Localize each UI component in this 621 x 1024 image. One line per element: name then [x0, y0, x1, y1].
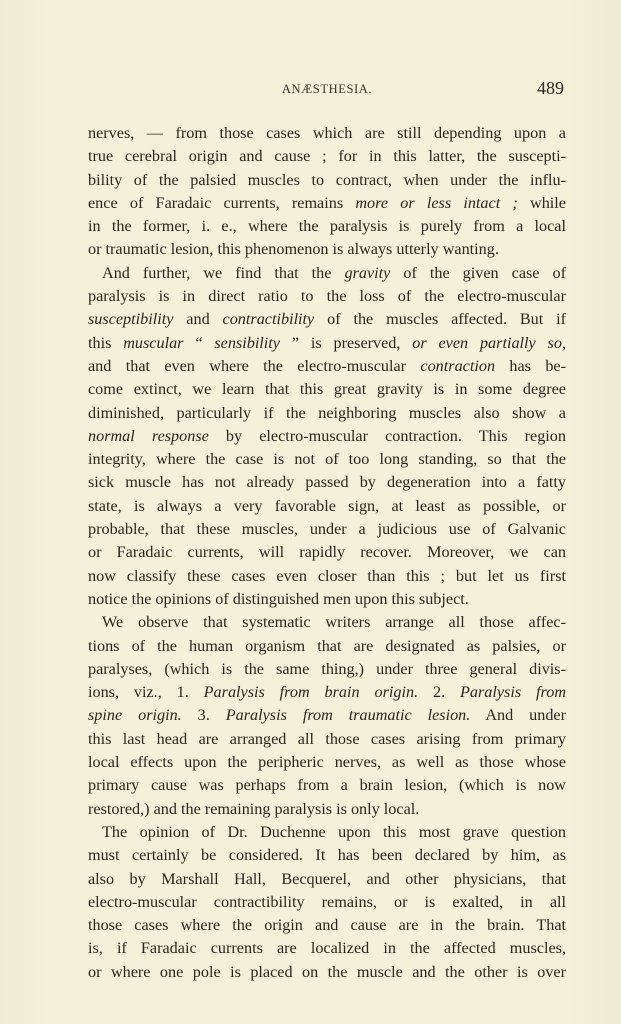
text-line	[88, 658, 566, 681]
text-line	[88, 751, 566, 774]
text-run: this	[88, 333, 124, 352]
body-text	[88, 122, 566, 984]
text-run: this last head are arranged all those cases arising from primary	[88, 729, 566, 748]
text-line	[88, 518, 566, 541]
text-run: and that even where the electro-muscular	[88, 356, 421, 375]
text-line	[88, 635, 566, 658]
text-run: ions, viz., 1.	[88, 683, 204, 702]
text-run: or traumatic lesion, this phenomenon is always utterly wanting.	[88, 240, 499, 259]
text-run: local effects upon the peripheric nerves, as well as those whose	[88, 753, 566, 772]
text-run: ” is preserved,	[280, 333, 413, 352]
text-run: state, is always a very favorable sign, at least as possible, or	[88, 496, 566, 515]
text-run: And under	[470, 706, 566, 725]
text-line	[88, 355, 566, 378]
text-run: and	[173, 310, 223, 329]
italic-phrase: more or less intact ;	[355, 193, 518, 212]
italic-phrase: gravity	[344, 263, 391, 282]
text-run: We observe that systematic writers arrange all those affec-	[102, 613, 566, 632]
text-line	[88, 565, 566, 588]
text-run: restored,) and the remaining paralysis is only local.	[88, 799, 420, 818]
text-line	[88, 798, 566, 821]
text-run: 3.	[181, 706, 226, 725]
text-run: nerves, — from those cases which are still depending upon a	[88, 124, 566, 142]
text-run: paralyses, (which is the same thing,) under three general divis-	[88, 659, 566, 678]
text-run: sick muscle has not already passed by degeneration into a fatty	[88, 473, 566, 492]
text-run: integrity, where the case is not of too long standing, so that the	[88, 450, 566, 469]
text-line	[88, 192, 566, 215]
text-run: now classify these cases even closer than this ; but let us first	[88, 566, 566, 585]
text-run: probable, that these muscles, under a judicious use of Galvanic	[88, 520, 566, 539]
text-line	[88, 215, 566, 238]
italic-phrase: contraction	[420, 356, 496, 375]
text-run: has be-	[495, 356, 566, 375]
text-line	[88, 704, 566, 727]
text-line	[88, 937, 566, 960]
text-line	[88, 914, 566, 937]
text-run: of the muscles affected. But if	[314, 310, 566, 329]
text-run: by electro-muscular contraction. This region	[208, 426, 566, 445]
italic-phrase: susceptibility	[88, 310, 174, 329]
text-run: is, if Faradaic currents are localized in the affected muscles,	[88, 939, 566, 958]
text-line	[88, 681, 566, 704]
page-header	[88, 78, 566, 104]
text-run: come extinct, we learn that this great gravity is in some degree	[88, 380, 566, 399]
text-line	[88, 425, 566, 448]
text-line	[88, 402, 566, 425]
text-line	[88, 332, 566, 355]
text-run: ence of Faradaic currents, remains	[88, 193, 356, 212]
text-run: while	[517, 193, 566, 212]
text-line	[88, 262, 566, 285]
text-line	[88, 448, 566, 471]
italic-phrase: sensibility	[214, 333, 280, 352]
text-run: The opinion of Dr. Duchenne upon this most grave question	[102, 822, 566, 841]
text-line	[88, 495, 566, 518]
text-line	[88, 821, 566, 844]
italic-phrase: Paralysis from traumatic lesion.	[225, 706, 471, 725]
text-line	[88, 844, 566, 867]
text-line	[88, 891, 566, 914]
text-line	[88, 961, 566, 984]
text-run: electro-muscular contractibility remains, or is exalted, in all	[88, 892, 566, 911]
text-line	[88, 238, 566, 261]
running-title: ANÆSTHESIA.	[281, 82, 373, 96]
italic-phrase: spine origin.	[88, 706, 182, 725]
text-line	[88, 169, 566, 192]
text-run: paralysis is in direct ratio to the loss of the electro-muscular	[88, 287, 566, 306]
text-line	[88, 611, 566, 634]
text-run: “	[183, 333, 215, 352]
italic-phrase: Paralysis from brain origin.	[203, 683, 419, 702]
text-line	[88, 774, 566, 797]
text-run: or Faradaic currents, will rapidly recover. Moreover, we can	[88, 543, 566, 562]
text-run: tions of the human organism that are designated as palsies, or	[88, 636, 566, 655]
text-run: diminished, particularly if the neighboring muscles also show a	[88, 403, 566, 422]
italic-phrase: Paralysis from	[460, 683, 566, 702]
italic-phrase: or even partially so,	[412, 333, 566, 352]
italic-phrase: normal response	[88, 426, 209, 445]
text-line	[88, 285, 566, 308]
text-line	[88, 308, 566, 331]
text-line	[88, 145, 566, 168]
text-run: And further, we find that the	[102, 263, 345, 282]
text-run: in the former, i. e., where the paralysis is purely from a local	[88, 217, 566, 236]
text-run: notice the opinions of distinguished men upon this subject.	[88, 589, 469, 608]
text-run: must certainly be considered. It has been declared by him, as	[88, 846, 566, 865]
page-number: 489	[537, 78, 564, 98]
text-run: primary cause was perhaps from a brain lesion, (which is now	[88, 776, 566, 795]
text-run: or where one pole is placed on the muscle and the other is over	[88, 962, 566, 981]
text-run: those cases where the origin and cause are in the brain. That	[88, 916, 566, 935]
italic-phrase: contractibility	[222, 310, 315, 329]
text-line	[88, 588, 566, 611]
text-line	[88, 378, 566, 401]
text-line	[88, 728, 566, 751]
text-run: 2.	[418, 683, 460, 702]
text-run: true cerebral origin and cause ; for in this latter, the suscepti-	[88, 147, 566, 166]
text-run: of the given case of	[390, 263, 566, 282]
text-run: also by Marshall Hall, Becquerel, and other physicians, that	[88, 869, 566, 888]
text-line	[88, 541, 566, 564]
text-line	[88, 471, 566, 494]
italic-phrase: muscular	[123, 333, 184, 352]
text-line	[88, 122, 566, 145]
text-run: bility of the palsied muscles to contract, when under the influ-	[88, 170, 566, 189]
text-line	[88, 868, 566, 891]
